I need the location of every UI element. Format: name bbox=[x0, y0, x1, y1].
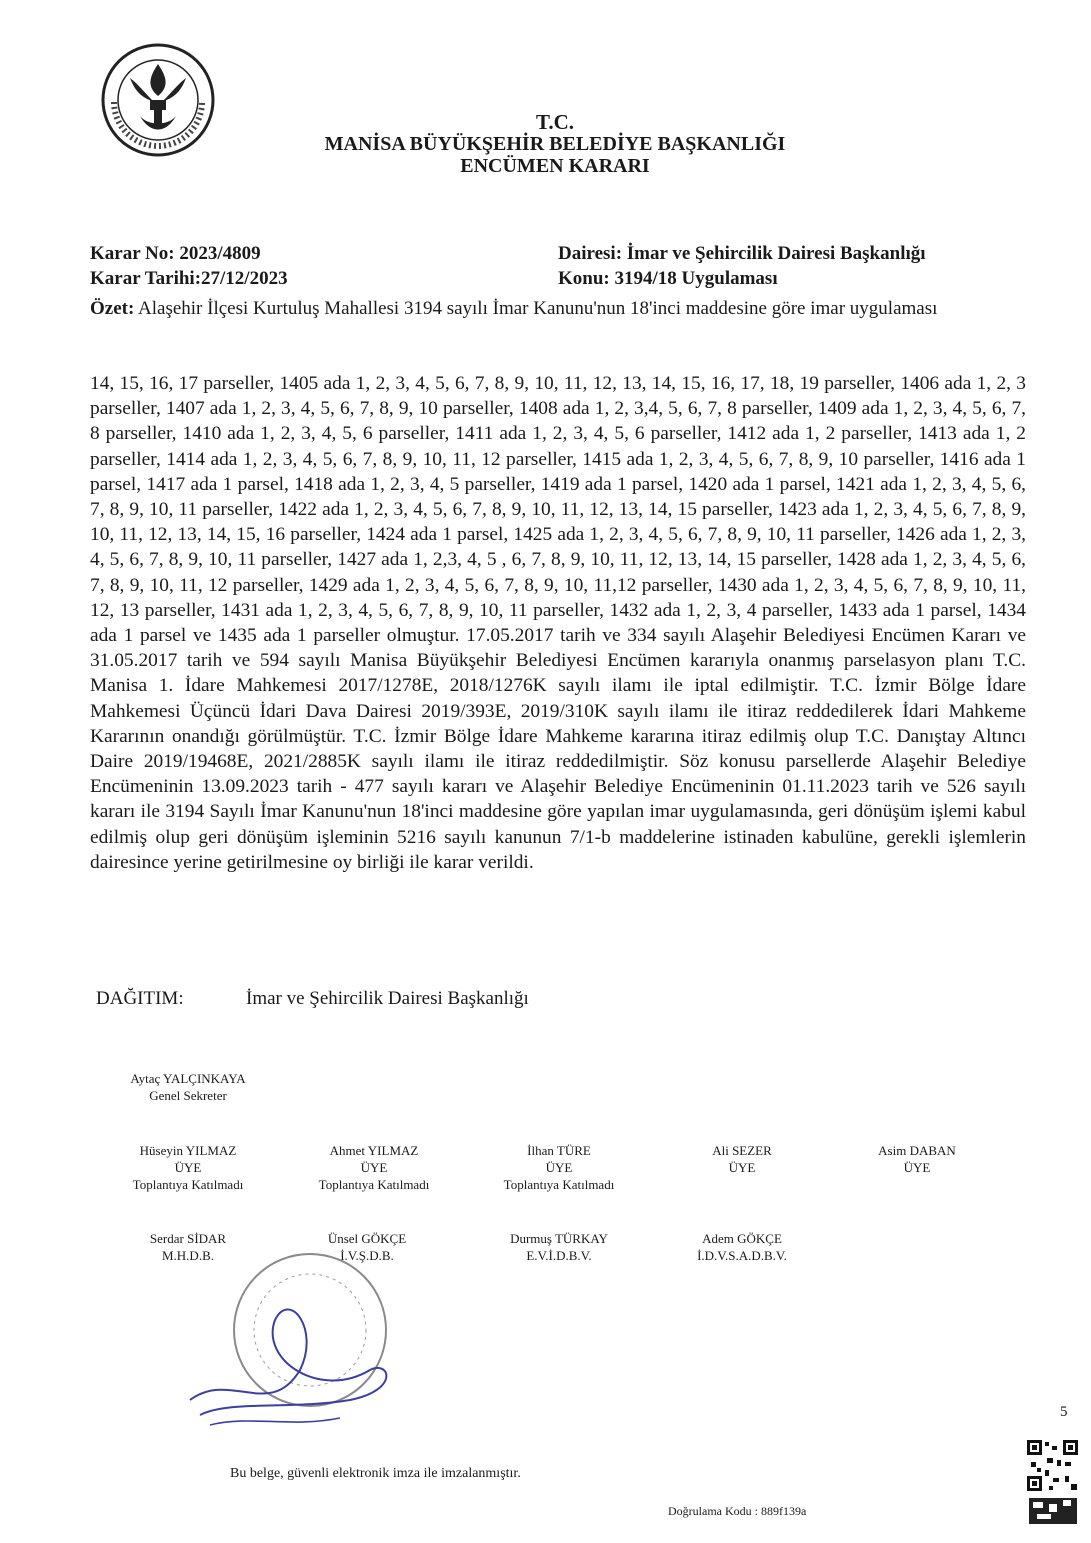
signatory-title: ÜYE bbox=[545, 1160, 573, 1175]
signatory-member bbox=[642, 1230, 842, 1264]
municipality-logo bbox=[100, 42, 216, 158]
karar-tarihi-label: Karar Tarihi: bbox=[90, 268, 202, 289]
signatory-name: Serdar SİDAR bbox=[149, 1231, 227, 1246]
signatory-title: Genel Sekreter bbox=[149, 1088, 227, 1103]
signatory-name: Hüseyin YILMAZ bbox=[139, 1143, 237, 1158]
karar-tarihi-value: 27/12/2023 bbox=[201, 268, 288, 289]
header-organization: MANİSA BÜYÜKŞEHİR BELEDİYE BAŞKANLIĞI bbox=[324, 133, 786, 155]
header-document-type: ENCÜMEN KARARI bbox=[460, 155, 650, 177]
signatory-name: Asim DABAN bbox=[878, 1143, 956, 1158]
signatory-member bbox=[642, 1142, 842, 1176]
signatory-note: Toplantıya Katılmadı bbox=[503, 1177, 615, 1192]
konu-value: 3194/18 Uygulaması bbox=[614, 268, 778, 289]
karar-tarihi bbox=[90, 268, 288, 290]
signatory-member bbox=[459, 1230, 659, 1264]
dairesi-label: Dairesi: bbox=[558, 243, 623, 264]
page-number: 5 bbox=[1060, 1404, 1068, 1420]
signatory-title: İ.D.V.S.A.D.B.V. bbox=[697, 1248, 787, 1263]
dagitim-label: DAĞITIM: bbox=[96, 988, 184, 1009]
signatory-secretary bbox=[88, 1070, 288, 1104]
signatory-member bbox=[88, 1142, 288, 1193]
ozet-summary bbox=[90, 296, 1020, 321]
signatory-name: Ali SEZER bbox=[712, 1143, 772, 1158]
signatory-note: Toplantıya Katılmadı bbox=[318, 1177, 430, 1192]
ozet-text: Alaşehir İlçesi Kurtuluş Mahallesi 3194 sayılı İmar Kanunu'nun 18'inci maddesine göre imar uygulaması bbox=[138, 298, 938, 319]
signatory-name: Durmuş TÜRKAY bbox=[510, 1231, 608, 1246]
signatory-title: E.V.İ.D.B.V. bbox=[526, 1248, 592, 1263]
karar-no-value: 2023/4809 bbox=[179, 243, 261, 264]
karar-no-label: Karar No: bbox=[90, 243, 175, 264]
electronic-signature-note: Bu belge, güvenli elektronik imza ile imzalanmıştır. bbox=[230, 1466, 521, 1481]
karar-no bbox=[90, 243, 261, 265]
signatory-title: M.H.D.B. bbox=[161, 1248, 214, 1263]
verification-code: Doğrulama Kodu : 889f139a bbox=[668, 1504, 807, 1518]
signatory-title: ÜYE bbox=[728, 1160, 756, 1175]
signatory-name: Ünsel GÖKÇE bbox=[327, 1231, 407, 1246]
signatory-name: İlhan TÜRE bbox=[527, 1143, 591, 1158]
konu bbox=[558, 268, 778, 290]
ozet-label: Özet: bbox=[90, 298, 135, 319]
qr-code-icon bbox=[1025, 1438, 1080, 1526]
dagitim-value: İmar ve Şehircilik Dairesi Başkanlığı bbox=[246, 988, 529, 1009]
signatory-member bbox=[274, 1142, 474, 1193]
konu-label: Konu: bbox=[558, 268, 610, 289]
signatory-member bbox=[817, 1142, 1017, 1176]
signatory-name: Ahmet YILMAZ bbox=[329, 1143, 419, 1158]
signatory-title: ÜYE bbox=[174, 1160, 202, 1175]
official-seal-stamp bbox=[170, 1250, 420, 1440]
dairesi bbox=[558, 243, 926, 265]
signatory-name: Adem GÖKÇE bbox=[702, 1231, 782, 1246]
signatory-title: ÜYE bbox=[903, 1160, 931, 1175]
header-tc: T.C. bbox=[535, 110, 575, 134]
dairesi-value: İmar ve Şehircilik Dairesi Başkanlığı bbox=[626, 243, 926, 264]
signatory-member bbox=[459, 1142, 659, 1193]
signatory-name: Aytaç YALÇINKAYA bbox=[130, 1071, 246, 1086]
signatory-title: ÜYE bbox=[360, 1160, 388, 1175]
signatory-note: Toplantıya Katılmadı bbox=[132, 1177, 244, 1192]
decision-body: 14, 15, 16, 17 parseller, 1405 ada 1, 2, 3, 4, 5, 6, 7, 8, 9, 10, 11, 12, 13, 14, 15, 16, 17, 18, 19 parseller, 1406 ada 1, 2, 3 parseller, 1407 ada 1, 2, 3, 4, 5, 6, 7, 8, 9, 10 parseller, 1408 ada 1, 2, 3,4, 5, 6, 7, 8 parseller, 1409 ada 1, 2, 3, 4, 5, 6, 7, 8 parseller, 1410 ada 1, 2, 3, 4, 5, 6 parseller, 1411 ada 1, 2, 3, 4, 5, 6 parseller, 1412 ada 1, 2 parseller, 1413 ada 1, 2 parseller, 1414 ada 1, 2, 3, 4, 5, 6, 7, 8, 9, 10, 11, 12 parseller, 1415 ada 1, 2, 3, 4, 5, 6, 7, 8, 9, 10 parseller, 1416 ada 1 parsel, 1417 ada 1 parsel, 1418 ada 1, 2, 3, 4, 5 parseller, 1419 ada 1 parsel, 1420 ada 1 parsel, 1421 ada 1, 2, 3, 4, 5, 6, 7, 8, 9, 10, 11 parseller, 1422 ada 1, 2, 3, 4, 5, 6, 7, 8, 9, 10, 11, 12, 13, 14, 15 parseller, 1423 ada 1, 2, 3, 4, 5, 6, 7, 8, 9, 10, 11, 12, 13, 14, 15, 16 parseller, 1424 ada 1 parsel, 1425 ada 1, 2, 3, 4, 5, 6, 7, 8, 9, 10, 11 parseller, 1426 ada 1, 2, 3, 4, 5, 6, 7, 8, 9, 10, 11 parseller, 1427 ada 1, 2,3, 4, 5 , 6, 7, 8, 9, 10, 11, 12, 13, 14, 15 parseller, 1428 ada 1, 2, 3, 4, 5, 6, 7, 8, 9, 10, 11, 12 parseller, 1429 ada 1, 2, 3, 4, 5, 6, 7, 8, 9, 10, 11,12 parseller, 1430 ada 1, 2, 3, 4, 5, 6, 7, 8, 9, 10, 11, 12, 13 parseller, 1431 ada 1, 2, 3, 4, 5, 6, 7, 8, 9, 10, 11 parseller, 1432 ada 1, 2, 3, 4 parseller, 1433 ada 1 parsel, 1434 ada 1 parsel ve 1435 ada 1 parseller olmuştur. 17.05.2017 tarih ve 334 sayılı Alaşehir Belediyesi Encümen Kararı ve 31.05.2017 tarih ve 594 sayılı Manisa Büyükşehir Belediyesi Encümen kararıyla onanmış parselasyon planı T.C. Manisa 1. İdare Mahkemesi 2017/1278E, 2018/1276K sayılı ilamı ile iptal edilmiştir. T.C. İzmir Bölge İdare Mahkemesi Üçüncü İdari Dava Dairesi 2019/393E, 2019/310K sayılı ilamı ile itiraz reddedilerek İdari Mahkeme Kararının onandığı görülmüştür. T.C. İzmir Bölge İdare Mahkeme kararına itiraz edilmiş olup T.C. Danıştay Altıncı Daire 2019/19468E, 2021/2885K sayılı ilamı ile itiraz reddedilmiştir. Söz konusu parsellerde Alaşehir Belediye Encümeninin 13.09.2023 tarih - 477 sayılı kararı ve Alaşehir Belediye Encümeninin 01.11.2023 tarih ve 526 sayılı kararı ile 3194 Sayılı İmar Kanunu'nun 18'inci maddesine göre yapılan imar uygulamasında, geri dönüşüm işlemi kabul edilmiş olup geri dönüşüm işleminin 5216 sayılı kanunun 7/1-b maddelerine istinaden kabulüne, gerekli işlemlerin dairesince yerine getirilmesine oy birliği ile karar verildi. bbox=[90, 373, 1026, 873]
signatory-title: İ.V.Ş.D.B. bbox=[340, 1248, 394, 1263]
